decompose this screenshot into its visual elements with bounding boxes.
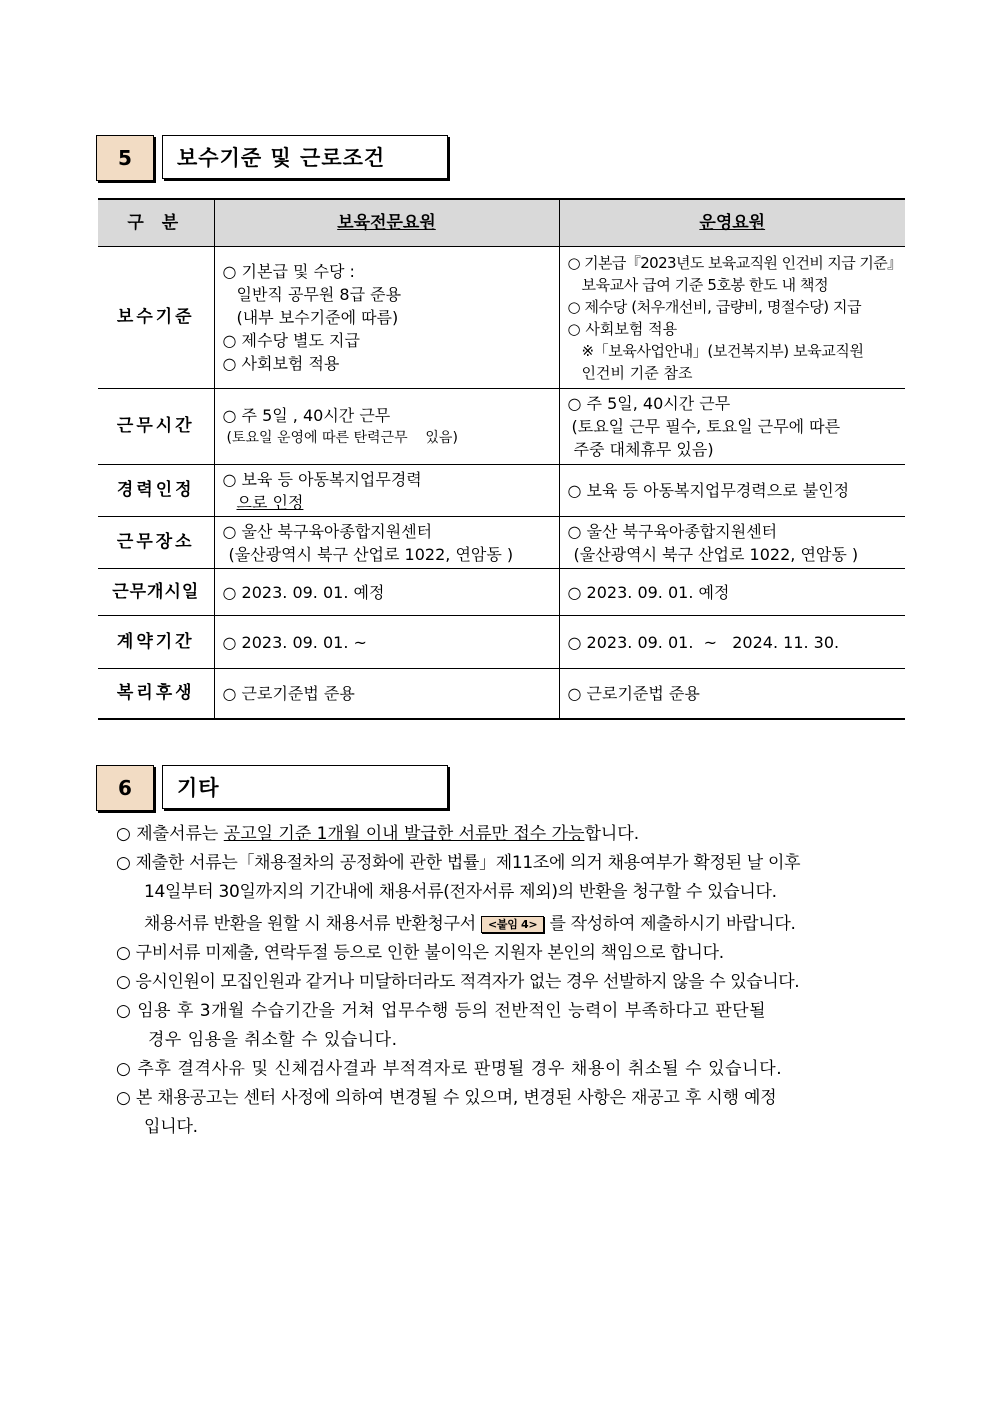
- cell-childcare: ○ 근로기준법 준용: [214, 669, 559, 719]
- row-label: 근무개시일: [98, 569, 214, 616]
- list-item: ○ 제출한 서류는「채용절차의 공정화에 관한 법률」제11조에 의거 채용여부가 확정된 날 이후 14일부터 30일까지의 기간내에 채용서류(전자서류 제외)의 반환을 청구할 수 있습니다. 채용서류 반환을 원할 시 채용서류 반환청구서 <붙임 4> 를 작성하여 제출하시기 바랍니다.: [116, 853, 801, 934]
- cell-operations: ○ 근로기준법 준용: [559, 669, 905, 719]
- notes-list: [116, 820, 906, 1142]
- cell-childcare: ○ 울산 북구육아종합지원센터 (울산광역시 북구 산업로 1022, 연암동 ): [214, 517, 559, 569]
- attachment-badge: <붙임 4>: [481, 916, 544, 933]
- cell-operations: ○ 기본급『2023년도 보육교직원 인건비 지급 기준』 보육교사 급여 기준 5호봉 한도 내 책정 ○ 제수당 (처우개선비, 급량비, 명절수당) 지급 ○ 사회보험 적용 ※「보육사업안내」(보건복지부) 보육교직원 인건비 기준 참조: [559, 247, 905, 389]
- header-childcare-staff: 보육전문요원: [214, 199, 559, 247]
- cell-childcare: ○ 2023. 09. 01. ~: [214, 616, 559, 669]
- list-item: ○ 구비서류 미제출, 연락두절 등으로 인한 불이익은 지원자 본인의 책임으로 합니다.: [116, 943, 724, 963]
- section-number: 6: [96, 765, 154, 811]
- cell-childcare: ○ 2023. 09. 01. 예정: [214, 569, 559, 616]
- cell-childcare: ○ 기본급 및 수당 : 일반직 공무원 8급 준용 (내부 보수기준에 따름) ○ 제수당 별도 지급 ○ 사회보험 적용: [214, 247, 559, 389]
- header-category: 구 분: [98, 199, 214, 247]
- list-item: ○ 제출서류는 공고일 기준 1개월 이내 발급한 서류만 접수 가능합니다.: [116, 824, 640, 844]
- table-row: [98, 616, 905, 669]
- header-operations-staff: 운영요원: [559, 199, 905, 247]
- row-label: 근무장소: [98, 517, 214, 569]
- cell-operations: ○ 주 5일, 40시간 근무 (토요일 근무 필수, 토요일 근무에 따른 주중 대체휴무 있음): [559, 389, 905, 465]
- table-row: [98, 517, 905, 569]
- row-label: 근무시간: [98, 389, 214, 465]
- cell-operations: ○ 울산 북구육아종합지원센터 (울산광역시 북구 산업로 1022, 연암동 ): [559, 517, 905, 569]
- cell-operations: ○ 2023. 09. 01. ~ 2024. 11. 30.: [559, 616, 905, 669]
- cell-childcare: ○ 주 5일 , 40시간 근무 (토요일 운영에 따른 탄력근무 있음): [214, 389, 559, 465]
- list-item: ○ 임용 후 3개월 수습기간을 거쳐 업무수행 등의 전반적인 능력이 부족하다고 판단될 경우 임용을 취소할 수 있습니다.: [116, 1001, 767, 1050]
- list-item: ○ 추후 결격사유 및 신체검사결과 부적격자로 판명될 경우 채용이 취소될 수 있습니다.: [116, 1059, 783, 1079]
- row-label: 경력인정: [98, 465, 214, 517]
- section-number: 5: [96, 135, 154, 181]
- cell-operations: ○ 보육 등 아동복지업무경력으로 불인정: [559, 465, 905, 517]
- row-label: 보수기준: [98, 247, 214, 389]
- table-row: [98, 247, 905, 389]
- table-row: [98, 389, 905, 465]
- compensation-table: [98, 198, 905, 720]
- row-label: 복리후생: [98, 669, 214, 719]
- table-row: [98, 669, 905, 719]
- table-row: [98, 569, 905, 616]
- table-header-row: [98, 199, 905, 247]
- section-title: 보수기준 및 근로조건: [162, 135, 448, 179]
- list-item: ○ 본 채용공고는 센터 사정에 의하여 변경될 수 있으며, 변경된 사항은 재공고 후 시행 예정 입니다.: [116, 1088, 777, 1137]
- section-title: 기타: [162, 765, 448, 809]
- cell-operations: ○ 2023. 09. 01. 예정: [559, 569, 905, 616]
- cell-childcare: ○ 보육 등 아동복지업무경력 으로 인정: [214, 465, 559, 517]
- list-item: ○ 응시인원이 모집인원과 같거나 미달하더라도 적격자가 없는 경우 선발하지 않을 수 있습니다.: [116, 972, 800, 992]
- table-row: [98, 465, 905, 517]
- row-label: 계약기간: [98, 616, 214, 669]
